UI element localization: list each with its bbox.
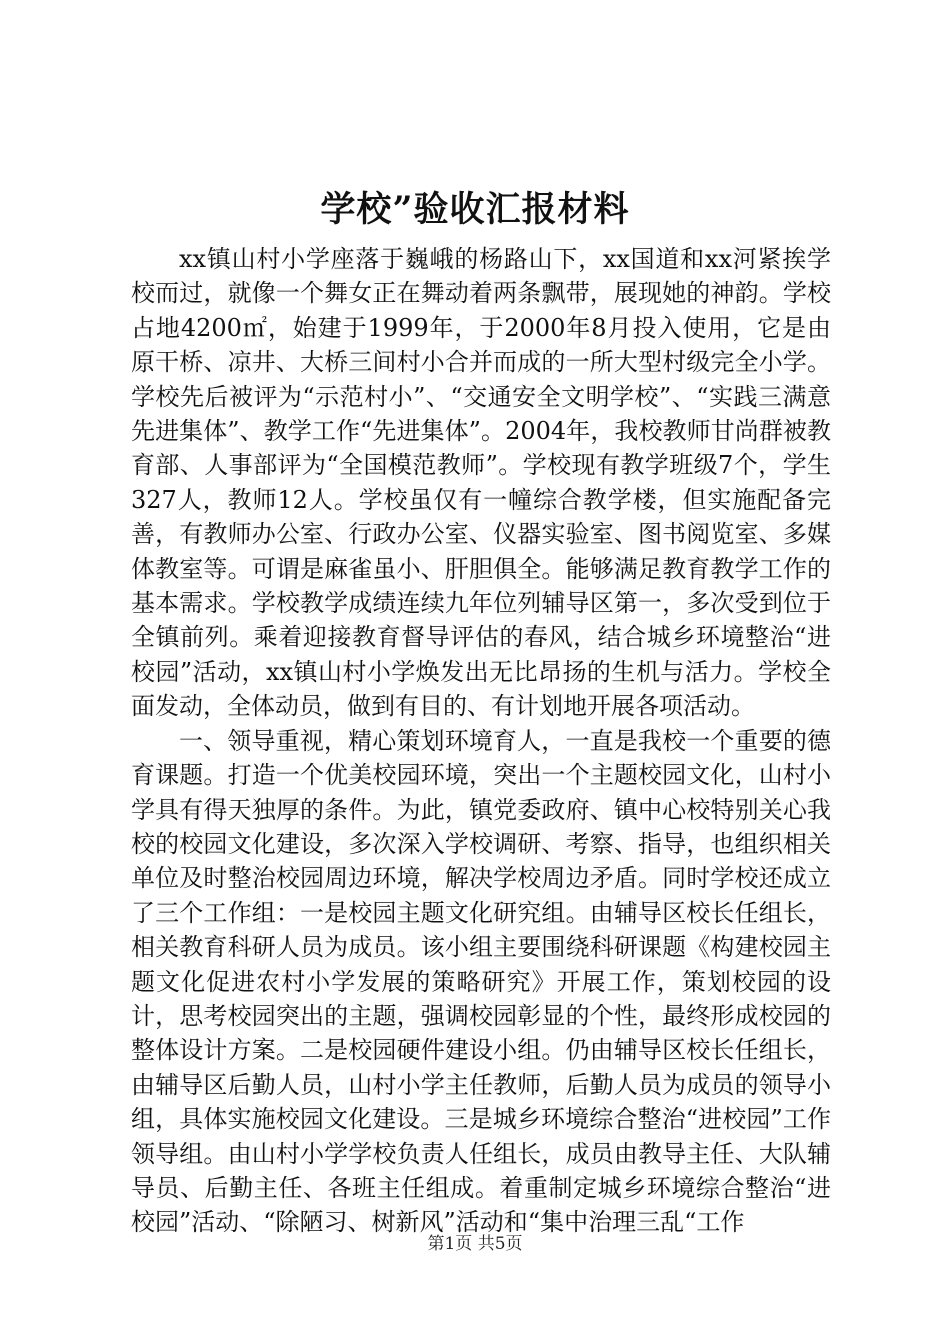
document-title: 学校”验收汇报材料 xyxy=(320,189,630,230)
page-number-footer: 第1页 共5页 xyxy=(427,1234,523,1254)
paragraph-intro: xx镇山村小学座落于巍峨的杨路山下，xx国道和xx河紧挨学校而过，就像一个舞女正在舞动着两条飘带，展现她的神韵。学校占地4200㎡，始建于1999年，于2000年8月投入使用，它是由原干桥、凉井、大桥三间村小合并而成的一所大型村级完全小学。学校先后被评为“示范村小”、“交通安全文明学校”、“实践三满意先进集体”、教学工作“先进集体”。2004年，我校教师甘尚群被教育部、人事部评为“全国模范教师”。学校现有教学班级7个，学生327人，教师12人。学校虽仅有一幢综合教学楼，但实施配备完善，有教师办公室、行政办公室、仪器实验室、图书阅览室、多媒体教室等。可谓是麻雀虽小、肝胆俱全。能够满足教育教学工作的基本需求。学校教学成绩连续九年位列辅导区第一，多次受到位于全镇前列。乘着迎接教育督导评估的春风，结合城乡环境整治“进校园”活动，xx镇山村小学焕发出无比昂扬的生机与活力。学校全面发动，全体动员，做到有目的、有计划地开展各项活动。 xyxy=(131,245,831,721)
paragraph-section-one: 一、领导重视，精心策划环境育人，一直是我校一个重要的德育课题。打造一个优美校园环境，突出一个主题校园文化，山村小学具有得天独厚的条件。为此，镇党委政府、镇中心校特别关心我校的校园文化建设，多次深入学校调研、考察、指导，也组织相关单位及时整治校园周边环境，解决学校周边矛盾。同时学校还成立了三个工作组：一是校园主题文化研究组。由辅导区校长任组长，相关教育科研人员为成员。该小组主要围绕科研课题《构建校园主题文化促进农村小学发展的策略研究》开展工作，策划校园的设计，思考校园突出的主题，强调校园彰显的个性，最终形成校园的整体设计方案。二是校园硬件建设小组。仍由辅导区校长任组长，由辅导区后勤人员，山村小学主任教师，后勤人员为成员的领导小组，具体实施校园文化建设。三是城乡环境综合整治“进校园”工作领导组。由山村小学学校负责人任组长，成员由教导主任、大队辅导员、后勤主任、各班主任组成。着重制定城乡环境综合整治“进校园”活动、“除陋习、树新风”活动和“集中治理三乱“工作 xyxy=(131,726,831,1237)
document-body xyxy=(131,242,831,1240)
